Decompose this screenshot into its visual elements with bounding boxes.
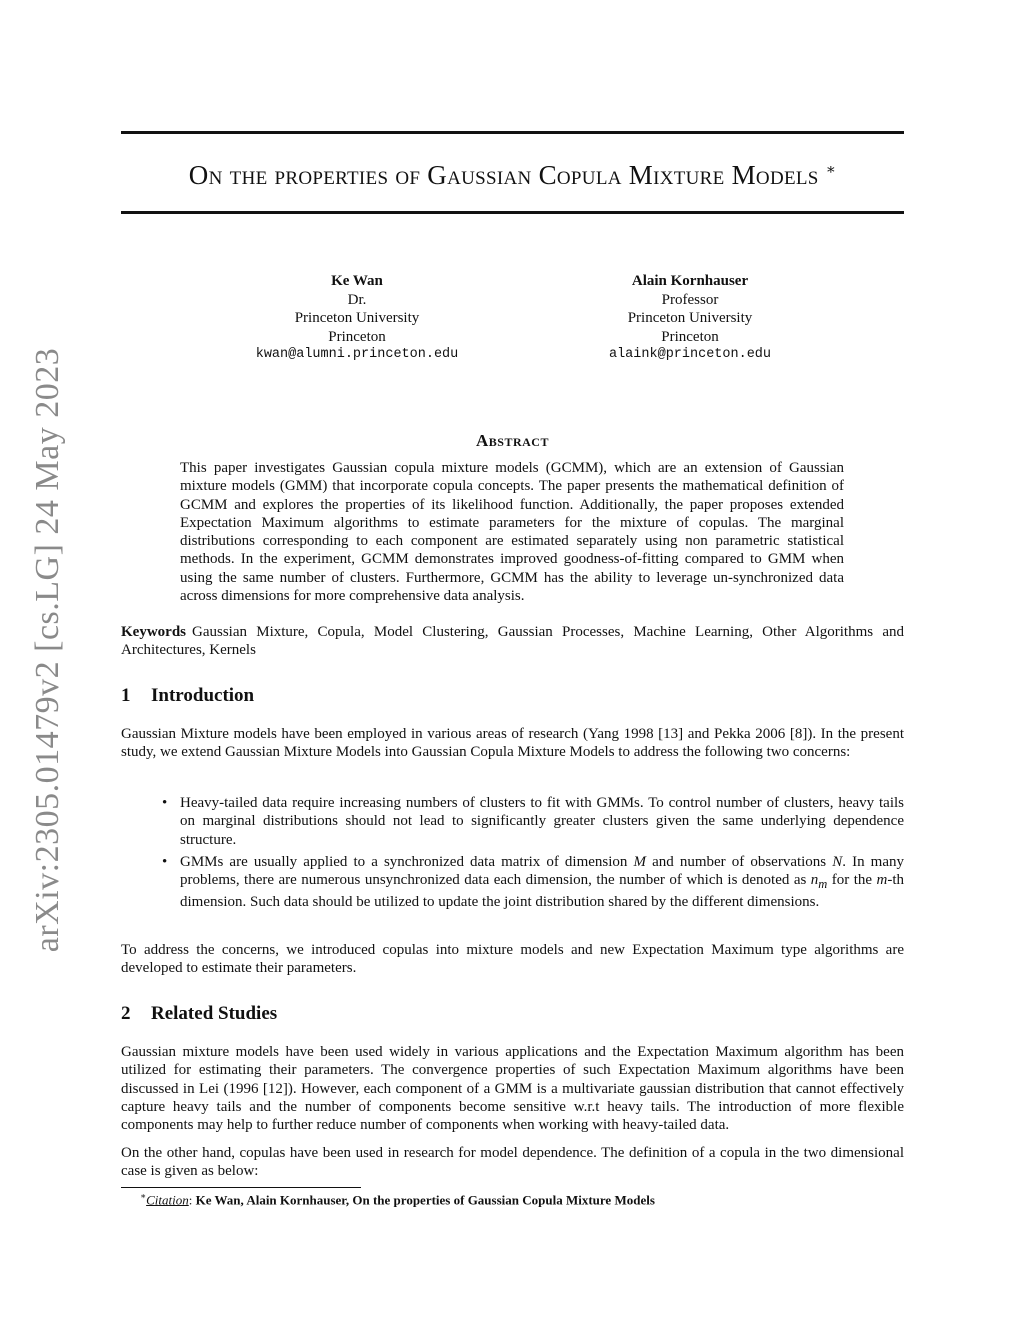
- related-studies-paragraph-2: On the other hand, copulas have been used in research for model dependence. The definition of a copula in the two dimensional case is given as below:: [121, 1145, 904, 1180]
- concerns-list: [121, 794, 904, 916]
- title-rule-top: [121, 131, 904, 134]
- abstract-text: This paper investigates Gaussian copula mixture models (GCMM), which are an extension of Gaussian mixture models (GMM) that incorporate copula concepts. The paper presents the mathematical definition of GCMM and explores the properties of its likelihood function. Additionally, the paper proposes extended Expectation Maximum algorithms to estimate parameters for the mixture of copulas. The marginal distributions corresponding to each component are estimated separately using non parametric statistical methods. In the experiment, GCMM demonstrates improved goodness-of-fitting compared to GMM when using the same number of clusters. Furthermore, GCMM has the ability to leverage un-synchronized data across dimensions for more comprehensive data analysis.: [180, 460, 844, 605]
- author-block-2: [540, 272, 840, 365]
- footnote: ∗Citation: Ke Wan, Alain Kornhauser, On the properties of Gaussian Copula Mixture Models: [140, 1191, 655, 1208]
- keywords: [121, 623, 904, 660]
- author-name: Alain Kornhauser: [631, 273, 749, 289]
- keywords-text: Gaussian Mixture, Copula, Model Clustering, Gaussian Processes, Machine Learning, Other Algorithms and Architectures, Kernels: [121, 624, 904, 659]
- related-studies-paragraph-1: Gaussian mixture models have been used widely in various applications and the Expectation Maximum algorithm has been utilized for estimating their parameters. The convergence properties of such Expectation Maximum algorithms have been discussed in Lei (1996 [12]). However, each component of a GMM is a multivariate gaussian distribution that cannot effectively capture heavy tails and the number of components become sensitive w.r.t heavy tails. The introduction of more flexible components may help to further reduce number of components when working with heavy-tailed data.: [121, 1044, 904, 1134]
- author-email[interactable]: alaink@princeton.edu: [608, 347, 772, 362]
- arxiv-identifier: arXiv:2305.01479v2 [cs.LG] 24 May 2023: [29, 347, 66, 953]
- section-heading-introduction: 1 Introduction: [121, 685, 255, 706]
- author-affiliation: Princeton University: [627, 310, 753, 326]
- section-heading-related-studies: 2 Related Studies: [121, 1003, 278, 1024]
- title-rule-bottom: [121, 211, 904, 214]
- author-title: Professor: [661, 291, 719, 308]
- author-title: Dr.: [347, 291, 367, 308]
- list-item: • GMMs are usually applied to a synchronized data matrix of dimension M and number of observations N. In many problems, there are numerous unsynchronized data each dimension, the number of which is denoted as $n_m$ for the m-th dimension. Such data should be utilized to update the joint distribution shared by the different dimensions.: [162, 853, 905, 911]
- abstract-heading: Abstract: [476, 431, 549, 450]
- author-email[interactable]: kwan@alumni.princeton.edu: [255, 347, 459, 362]
- introduction-conclusion: To address the concerns, we introduced copulas into mixture models and new Expectation Maximum type algorithms are developed to estimate their parameters.: [121, 942, 904, 977]
- author-name: Ke Wan: [331, 273, 383, 289]
- list-item: • Heavy-tailed data require increasing numbers of clusters to fit with GMMs. To control number of clusters, heavy tails on marginal distributions should not lead to significantly greater clusters given the same underlying dependence structure.: [162, 795, 904, 848]
- author-location: Princeton: [328, 328, 386, 345]
- author-block-1: [207, 272, 507, 365]
- keywords-label: Keywords: [121, 624, 186, 640]
- author-location: Princeton: [661, 328, 719, 345]
- title-footnote-mark: ∗: [825, 162, 837, 178]
- author-affiliation: Princeton University: [294, 310, 420, 326]
- introduction-paragraph: Gaussian Mixture models have been employed in various areas of research (Yang 1998 [13] and Pekka 2006 [8]). In the present study, we extend Gaussian Mixture Models into Gaussian Copula Mixture Models to address the following two concerns:: [121, 726, 904, 761]
- paper-title: On the properties of Gaussian Copula Mixture Models ∗: [188, 160, 837, 190]
- footnote-rule: [121, 1187, 361, 1188]
